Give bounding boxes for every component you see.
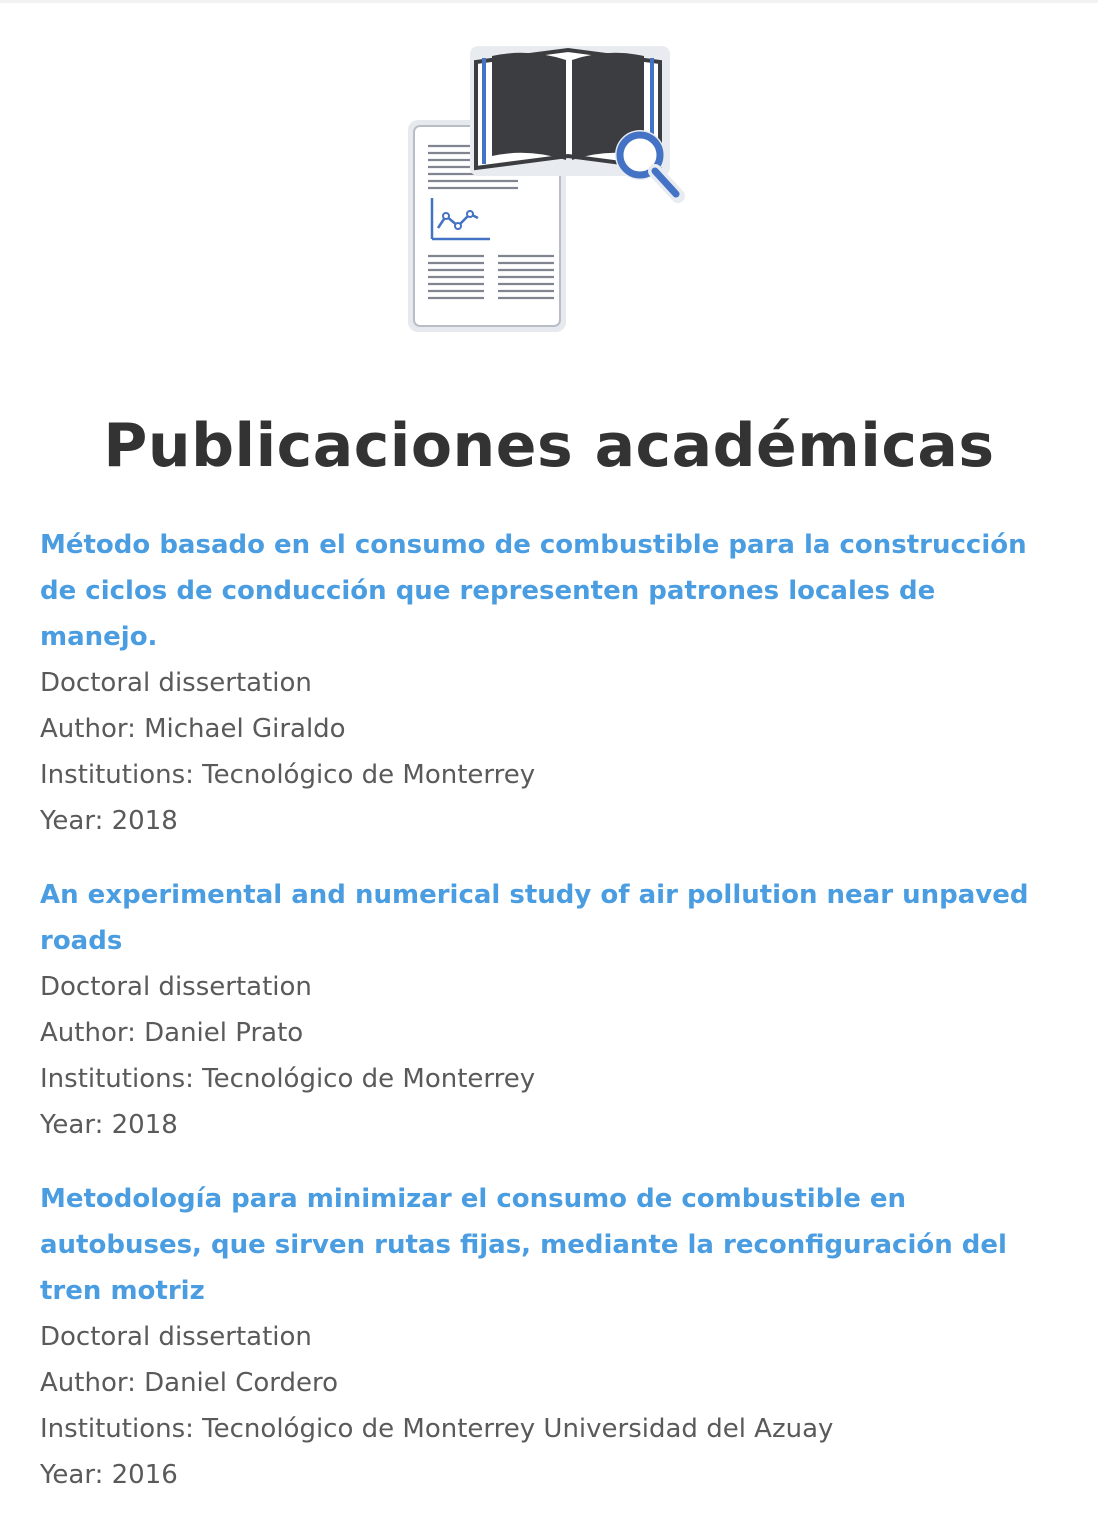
publication-title-link[interactable]: Método basado en el consumo de combustible para la construcción de ciclos de conducción que representen patrones locales de manejo.: [40, 530, 1027, 652]
institutions-value: Tecnológico de Monterrey Universidad del Azuay: [202, 1414, 834, 1444]
author-label: Author:: [40, 1018, 136, 1048]
year-label: Year:: [40, 806, 104, 836]
top-divider: [0, 0, 1098, 3]
institutions-value: Tecnológico de Monterrey: [202, 1064, 536, 1094]
publication-type: Doctoral dissertation: [40, 668, 312, 698]
page-title: Publicaciones académicas: [103, 411, 995, 481]
publications-book-search-icon: [398, 38, 698, 343]
publication-year: [40, 798, 1060, 844]
institutions-label: Institutions:: [40, 1064, 194, 1094]
institutions-label: Institutions:: [40, 1414, 194, 1444]
publication-institutions: [40, 1056, 1060, 1102]
publication-type: Doctoral dissertation: [40, 1322, 312, 1352]
year-label: Year:: [40, 1110, 104, 1140]
publication-author: [40, 706, 1060, 752]
publication-title-link[interactable]: Metodología para minimizar el consumo de combustible en autobuses, que sirven rutas fijas, mediante la reconfiguración del tren motriz: [40, 1184, 1007, 1306]
author-value: Michael Giraldo: [144, 714, 346, 744]
author-label: Author:: [40, 714, 136, 744]
year-value: 2018: [111, 806, 178, 836]
publication-institutions: [40, 1406, 1060, 1452]
publication-author: [40, 1360, 1060, 1406]
publication-institutions: [40, 752, 1060, 798]
publication-list: [40, 522, 1060, 1526]
author-label: Author:: [40, 1368, 136, 1398]
publication-year: [40, 1452, 1060, 1498]
publication-type: Doctoral dissertation: [40, 972, 312, 1002]
publication-item: [40, 522, 1060, 844]
publication-year: [40, 1102, 1060, 1148]
year-value: 2016: [111, 1460, 178, 1490]
publication-title-link[interactable]: An experimental and numerical study of air pollution near unpaved roads: [40, 880, 1029, 956]
institutions-value: Tecnológico de Monterrey: [202, 760, 536, 790]
year-value: 2018: [111, 1110, 178, 1140]
publication-author: [40, 1010, 1060, 1056]
institutions-label: Institutions:: [40, 760, 194, 790]
author-value: Daniel Prato: [144, 1018, 304, 1048]
author-value: Daniel Cordero: [144, 1368, 339, 1398]
publication-item: [40, 1176, 1060, 1498]
year-label: Year:: [40, 1460, 104, 1490]
publication-item: [40, 872, 1060, 1148]
